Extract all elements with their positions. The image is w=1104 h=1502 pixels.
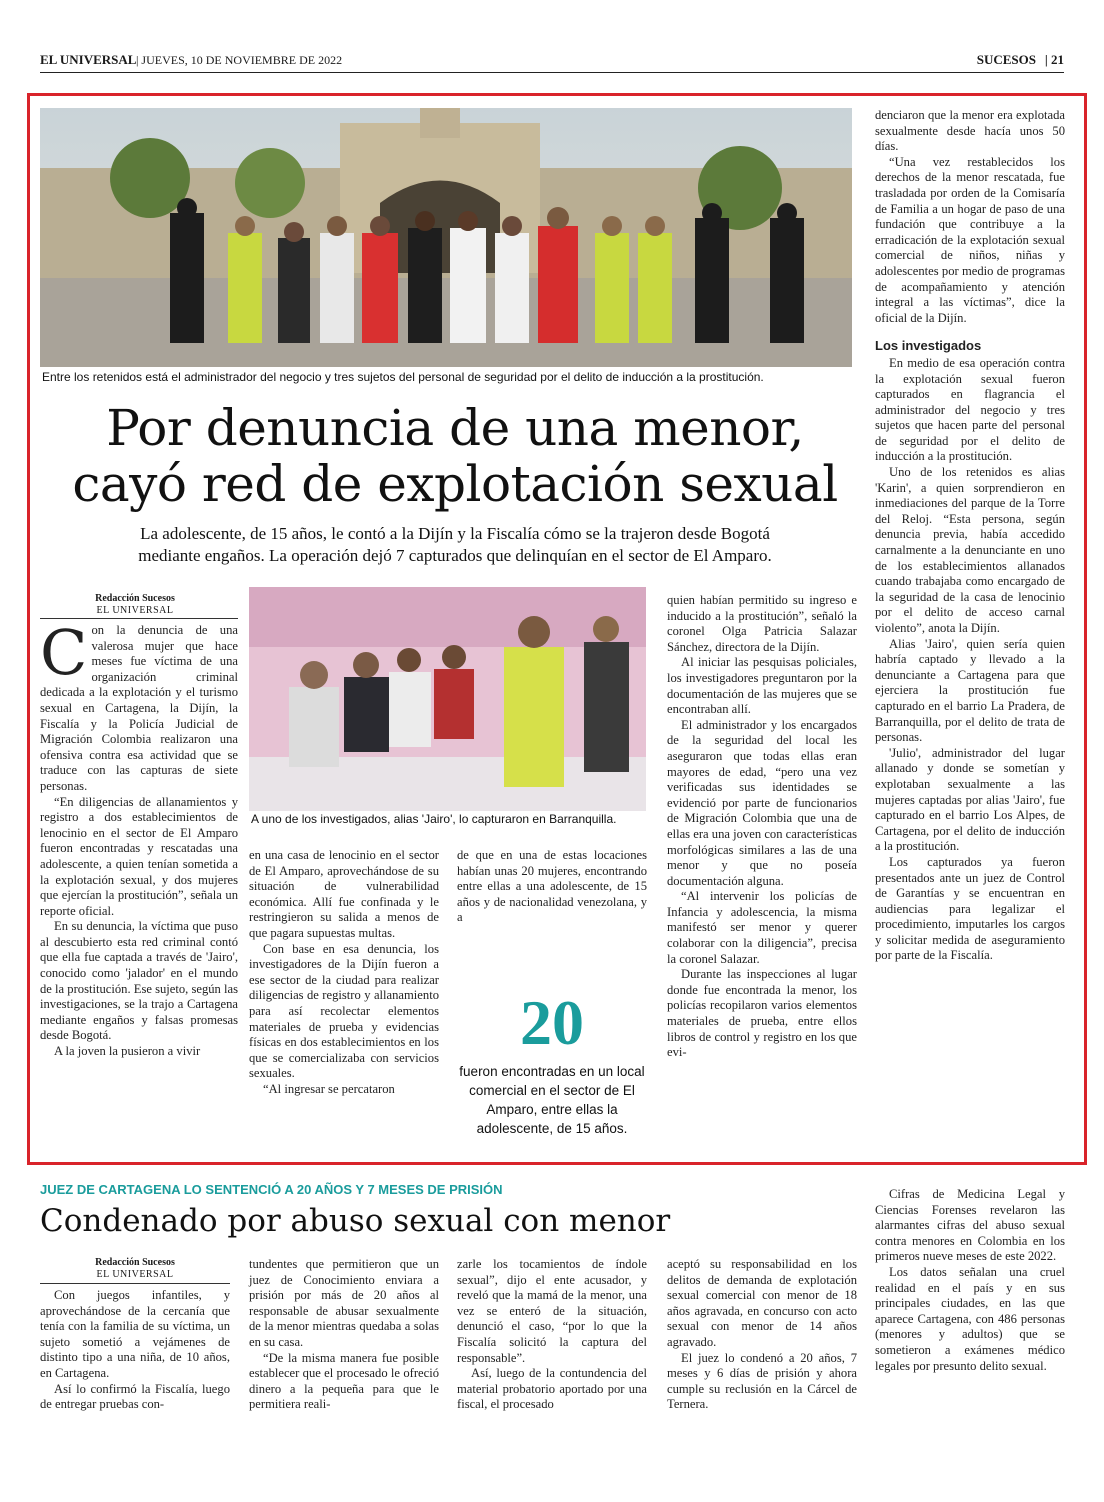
section-name: SUCESOS	[976, 52, 1036, 67]
second-column-1	[40, 1288, 230, 1413]
newspaper-name: EL UNIVERSAL	[40, 52, 137, 67]
stat-number: 20	[520, 987, 584, 1058]
stat-description: fueron encontradas en un local comercial en el sector de El Amparo, entre ellas la adolescente, de 15 años.	[459, 1064, 645, 1136]
paragraph: tundentes que permitieron que un juez de Conocimiento enviara a prisión por más de 20 años al responsable de abusar sexualmente de la menor mientras quedaba a solas en su casa.	[249, 1257, 439, 1349]
main-column-3	[457, 848, 647, 926]
issue-date: | JUEVES, 10 DE NOVIEMBRE DE 2022	[136, 53, 343, 67]
paragraph: A la joven la pusieron a vivir	[54, 1044, 201, 1059]
paragraph: Así lo confirmó la Fiscalía, luego de entregar pruebas con-	[40, 1381, 230, 1412]
second-column-5	[875, 1187, 1065, 1374]
paragraph: de que en una de estas locaciones habían unas 20 mujeres, encontrando entre ellas a una adolescente, de 15 años y de nacionalidad venezolana, y a	[457, 848, 647, 925]
paragraph: Con juegos infantiles, y aprovechándose de la cercanía que tenía con la familia de su víctima, un sujeto sometió a vejámenes de distinto tipo a una niña, de 10 años, en Cartagena.	[40, 1288, 230, 1380]
paragraph: Con base en esa denuncia, los investigadores de la Dijín fueron a ese sector de la ciudad para realizar diligencias de registro y allanamiento para así recolectar elementos materiales de prueba y evidencias físicas en dos establecimientos en los que se comercializaba con servicios sexuales.	[249, 941, 439, 1081]
paragraph: quien habían permitido su ingreso e inducido a la prostitución”, señaló la coronel Olga Patricia Salazar Sánchez, directora de la Dijín.	[667, 593, 857, 654]
paragraph: “Al intervenir los policías de Infancia y adolescencia, la misma manifestó ser menor y querer colaborar con la diligencia”, precisa la coronel Salazar.	[667, 889, 857, 966]
second-byline-author: Redacción Sucesos	[95, 1257, 175, 1268]
main-column-4	[667, 593, 857, 1061]
deck-line-1: La adolescente, de 15 años, le contó a la Dijín y la Fiscalía cómo se la trajeron desde Bogotá	[140, 524, 770, 543]
arrest-photo-caption: A uno de los investigados, alias 'Jairo', lo capturaron en Barranquilla.	[251, 812, 617, 826]
paragraph: Durante las inspecciones al lugar donde fue encontrada la menor, los policías recopilaron varios elementos materiales de prueba, entre ellos libros de control y registro en los que evi-	[667, 967, 857, 1060]
subheading: Los investigados	[875, 338, 982, 354]
main-column-2	[249, 848, 439, 1098]
paragraph: “Una vez restablecidos los derechos de la menor rescatada, fue trasladada por orden de la Comisaría de Familia a un hogar de paso de una fundación que contribuye a la erradicación de la explotación sexual comercial de niños, niñas y adolescentes por medio de programas de acompañamiento y atención integral a las víctimas”, dice la oficial de la Dijín.	[875, 154, 1065, 325]
paragraph: El juez lo condenó a 20 años, 7 meses y 6 días de prisión y ahora cumple su reclusión en la Cárcel de Ternera.	[667, 1350, 857, 1412]
main-column-1	[40, 616, 238, 1060]
main-photo-illustration	[40, 108, 852, 367]
paragraph: on la denuncia de una valerosa mujer que hace meses fue víctima de una organización criminal dedicada a la explotación y el turismo sexual en Cartagena, la Dijín, la Fiscalía y la Policía Judicial de Migración Colombia realizaron una ofensiva contra esa actividad que se traduce con las capturas de siete personas.	[40, 623, 238, 793]
byline-outlet: EL UNIVERSAL	[96, 605, 174, 616]
paragraph: Los datos señalan una cruel realidad en el país y en sus principales ciudades, en las que aparece Cartagena, con 486 personas (menores y adultos) que se sometieron a exámenes médico legales por presunto delito sexual.	[875, 1264, 1065, 1373]
paragraph: En medio de esa operación contra la explotación sexual fueron capturados en flagrancia el administrador del negocio y tres sujetos que hacen parte del personal de seguridad por el delito de inducción a la prostitución.	[875, 355, 1065, 464]
paragraph: Cifras de Medicina Legal y Ciencias Forenses revelaron las alarmantes cifras del abuso sexual contra menores en Colombia en los primeros nueve meses de este 2022.	[875, 1187, 1065, 1264]
paragraph: “De la misma manera fue posible establecer que el procesado le ofreció dinero a la pequeña para que le permitiera reali-	[249, 1350, 439, 1412]
arrest-photo	[249, 587, 646, 811]
byline-author: Redacción Sucesos	[95, 593, 175, 604]
second-column-4	[667, 1257, 857, 1413]
second-byline-outlet: EL UNIVERSAL	[96, 1269, 174, 1280]
paragraph: aceptó su responsabilidad en los delitos de demanda de explotación sexual comercial con menor de 18 años agravada, en concurso con acto sexual con menor de 14 años agravado.	[667, 1257, 857, 1349]
page-header	[40, 52, 1064, 73]
paragraph: Alias 'Jairo', quien sería quien habría captado y llevado a la denunciante a Cartagena para que ejerciera la prostitución fue capturado en el barrio La Pradera, de Barranquilla, por el delito de trata de personas.	[875, 636, 1065, 745]
paragraph: Uno de los retenidos es alias 'Karin', a quien sorprendieron en inmediaciones del parque de la Torre del Reloj. “Esta persona, según denuncia previa, había accedido carnalmente a la denunciante en uno de los establecimientos allanados cuando trabajaba como encargado de la seguridad de la casa de lenocinio por el delito de acceso carnal violento”, anota la Dijín.	[875, 465, 1065, 635]
paragraph: “Al ingresar se percataron	[263, 1081, 395, 1096]
headline-line-2: cayó red de explotación sexual	[72, 455, 838, 513]
deck-line-2: mediante engaños. La operación dejó 7 capturados que delinquían en el sector de El Amparo.	[138, 546, 772, 565]
drop-cap: C	[40, 616, 88, 689]
paragraph: Al iniciar las pesquisas policiales, los investigadores preguntaron por la documentación de las mujeres que se encontraban allí.	[667, 655, 857, 717]
arrest-photo-illustration	[249, 587, 646, 811]
second-story-kicker: JUEZ DE CARTAGENA LO SENTENCIÓ A 20 AÑOS Y 7 MESES DE PRISIÓN	[40, 1182, 503, 1197]
second-column-2	[249, 1257, 439, 1413]
paragraph: en una casa de lenocinio en el sector de El Amparo, aprovechándose de su situación de vulnerabilidad económica. Allí fue confinada y le restringieron su salida a menos de que pagara supuestas multas.	[249, 848, 439, 940]
second-story-headline: Condenado por abuso sexual con menor	[40, 1203, 671, 1239]
second-byline-divider	[40, 1283, 230, 1284]
paragraph: 'Julio', administrador del lugar allanado y donde se sometían y explotaban sexualmente a las mujeres captadas por alias 'Jairo', fue capturado en el barrio Los Alpes, de Cartagena, por el delito de inducción a la prostitución.	[875, 745, 1065, 854]
paragraph: En su denuncia, la víctima que puso al descubierto esta red criminal contó que ella fue captada a través de 'Jairo', conocido como 'jalador' en el mundo de la prostitución. Ese sujeto, según las investigaciones, se la trajo a Cartagena mediante engaños y falsas promesas desde Bogotá.	[40, 919, 238, 1043]
page-number: | 21	[1044, 52, 1064, 67]
second-column-3	[457, 1257, 647, 1413]
main-photo-caption: Entre los retenidos está el administrador del negocio y tres sujetos del personal de seguridad por el delito de inducción a la prostitución.	[42, 370, 764, 384]
paragraph: Así, luego de la contundencia del material probatorio aportado por una fiscal, el procesado	[457, 1366, 647, 1412]
paragraph: “En diligencias de allanamientos y registro a dos establecimientos de lenocinio en el sector de El Amparo fueron encontradas y rescatadas una adolescente, a quien tenían sometida a la explotación sexual, y dos mujeres que ejercían la prostitución”, señala un reporte oficial.	[40, 794, 238, 918]
main-column-5	[875, 108, 1065, 964]
paragraph: denciaron que la menor era explotada sexualmente desde hacía unos 50 días.	[875, 108, 1065, 154]
paragraph: El administrador y los encargados de la seguridad del local les aseguraron que todas ellas eran mayores de edad, “pero una vez verificadas sus identidades se evidenció por parte de funcionarios de Migración Colombia que una de ellas era una joven con características morfológicas similares a las de una menor y que no poseía documentación alguna.	[667, 717, 857, 888]
paragraph: Los capturados ya fueron presentados ante un juez de Control de Garantías y se encuentran en audiencias para legalizar el procedimiento, imputarles los cargos y solicitar medida de aseguramiento por parte de la Fiscalía.	[875, 854, 1065, 963]
paragraph: zarle los tocamientos de índole sexual”, dijo el ente acusador, y reveló que la mamá de la menor, una vez se enteró de la situación, denunció el caso, “por lo que la Fiscalía solicitó la captura del responsable”.	[457, 1257, 647, 1365]
main-photo	[40, 108, 852, 367]
headline-line-1: Por denuncia de una menor,	[106, 399, 804, 457]
